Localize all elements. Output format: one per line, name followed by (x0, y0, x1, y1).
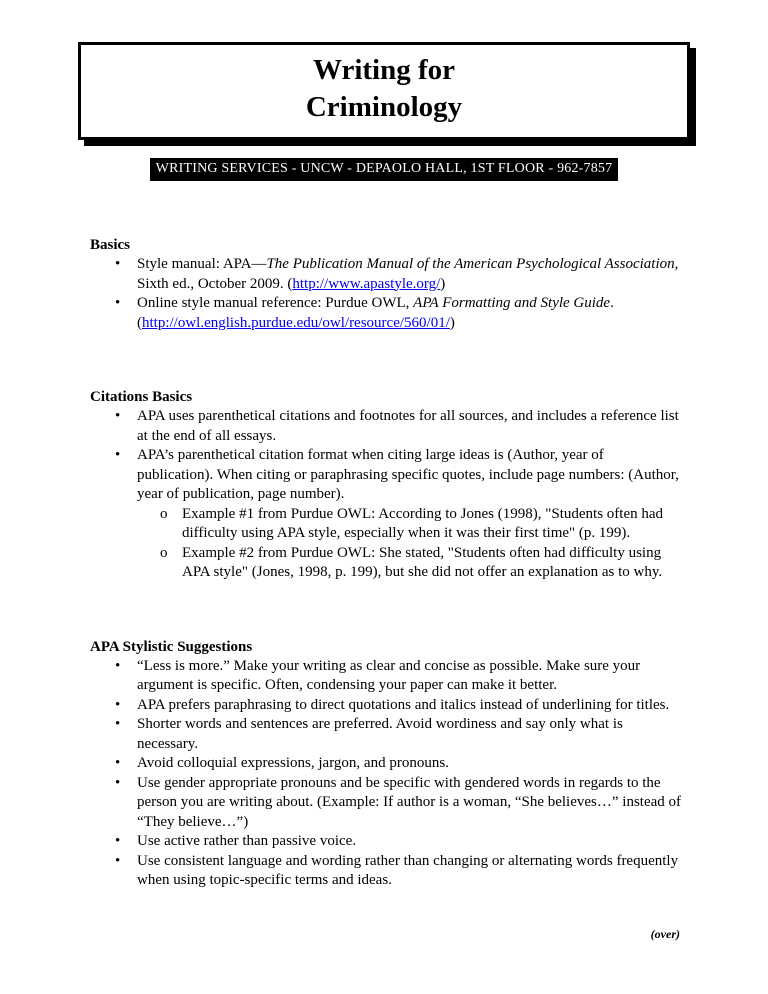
bullet-icon: • (115, 755, 121, 771)
text-segment: Avoid colloquial expressions, jargon, and pronouns. (137, 755, 449, 771)
text-segment: APA’s parenthetical citation format when citing large ideas is (Author, year of publication). When citing or paraphrasing specific quotes, include page numbers: (Author, year of publication, page number). (137, 447, 679, 502)
document-title-box (78, 42, 690, 140)
bullet-icon: • (115, 716, 121, 732)
document-title-line1: Writing for (312, 54, 456, 86)
bullet-item (90, 852, 682, 891)
bullet-text (182, 544, 682, 583)
text-segment: Shorter words and sentences are preferred. Avoid wordiness and say only what is necessary. (137, 716, 623, 752)
bullet-item (90, 754, 682, 774)
text-segment: Example #1 from Purdue OWL: According to Jones (1998), "Students often had difficulty using APA style, especially when it was their first time" (p. 199). (182, 505, 664, 541)
bullet-text (137, 446, 682, 505)
bullet-text (137, 832, 682, 852)
text-segment: Use consistent language and wording rather than changing or alternating words frequently when using topic-specific terms and ideas. (137, 852, 679, 888)
bullet-icon: • (115, 295, 121, 311)
bullet-text (137, 754, 682, 774)
bullet-icon: • (115, 408, 121, 424)
bullet-icon: • (115, 852, 121, 869)
footer-over-note: (over) (650, 927, 680, 941)
bullet-item (90, 696, 682, 716)
bullet-text (137, 255, 682, 294)
bullet-item (90, 446, 682, 505)
bullet-icon: • (115, 833, 121, 849)
section-heading: Basics (90, 237, 131, 253)
text-segment: The Publication Manual of the American Psychological Association (266, 256, 675, 272)
bullet-item (90, 832, 682, 852)
bullet-text (137, 774, 682, 833)
bullet-icon: • (115, 696, 121, 713)
text-segment: Example #2 from Purdue OWL: She stated, "Students often had difficulty using APA style" (Jones, 1998, p. 199), but she did not offer an explanation as to why. (182, 544, 663, 580)
bullet-text (137, 294, 682, 333)
text-segment: ) (440, 275, 446, 292)
bullet-item (90, 715, 682, 754)
bullet-icon: • (115, 447, 121, 463)
sub-bullet-icon: o (160, 505, 168, 522)
text-segment: . ( (137, 295, 614, 331)
bullet-item (90, 505, 682, 544)
bullet-text (137, 715, 682, 754)
text-segment: Use active rather than passive voice. (137, 833, 357, 849)
text-segment: ) (449, 314, 455, 331)
bullet-icon: • (115, 774, 121, 791)
document-title-line2: Criminology (305, 91, 463, 123)
text-segment: APA prefers paraphrasing to direct quotations and italics instead of underlining for titles. (137, 696, 670, 713)
bullet-text (182, 505, 682, 544)
document-section (90, 235, 682, 333)
text-segment: Online style manual reference: Purdue OWL, (137, 295, 414, 311)
text-segment: APA uses parenthetical citations and footnotes for all sources, and includes a reference list at the end of all essays. (137, 408, 679, 444)
bullet-text (137, 852, 682, 891)
bullet-item (90, 294, 682, 333)
bullet-icon: • (115, 657, 121, 674)
bullet-icon: • (115, 256, 121, 272)
bullet-item (90, 657, 682, 696)
bullet-text (137, 657, 682, 696)
sub-bullet-icon: o (160, 544, 168, 561)
bullet-text (137, 696, 682, 716)
services-banner: WRITING SERVICES - UNCW - DEPAOLO HALL, 1ST FLOOR - 962-7857 (150, 158, 619, 181)
bullet-item (90, 407, 682, 446)
hyperlink[interactable]: http://owl.english.purdue.edu/owl/resource/560/01/ (142, 314, 450, 331)
document-body (0, 235, 768, 891)
section-heading: Citations Basics (90, 389, 193, 405)
text-segment: Use gender appropriate pronouns and be specific with gendered words in regards to the person you are writing about. (Example: If author is a woman, “She believes…” instead of “They believe…”) (137, 774, 682, 830)
document-section (90, 637, 682, 891)
text-segment: , Sixth ed., October 2009. ( (137, 256, 679, 292)
bullet-item (90, 774, 682, 833)
bullet-item (90, 544, 682, 583)
text-segment: “Less is more.” Make your writing as clear and concise as possible. Make sure your argument is specific. Often, condensing your paper can make it better. (137, 657, 641, 693)
hyperlink[interactable]: http://www.apastyle.org/ (292, 275, 441, 292)
text-segment: Style manual: APA— (137, 256, 267, 272)
section-heading: APA Stylistic Suggestions (90, 638, 253, 655)
text-segment: APA Formatting and Style Guide (413, 295, 611, 311)
bullet-text (137, 407, 682, 446)
bullet-item (90, 255, 682, 294)
document-section (90, 387, 682, 583)
